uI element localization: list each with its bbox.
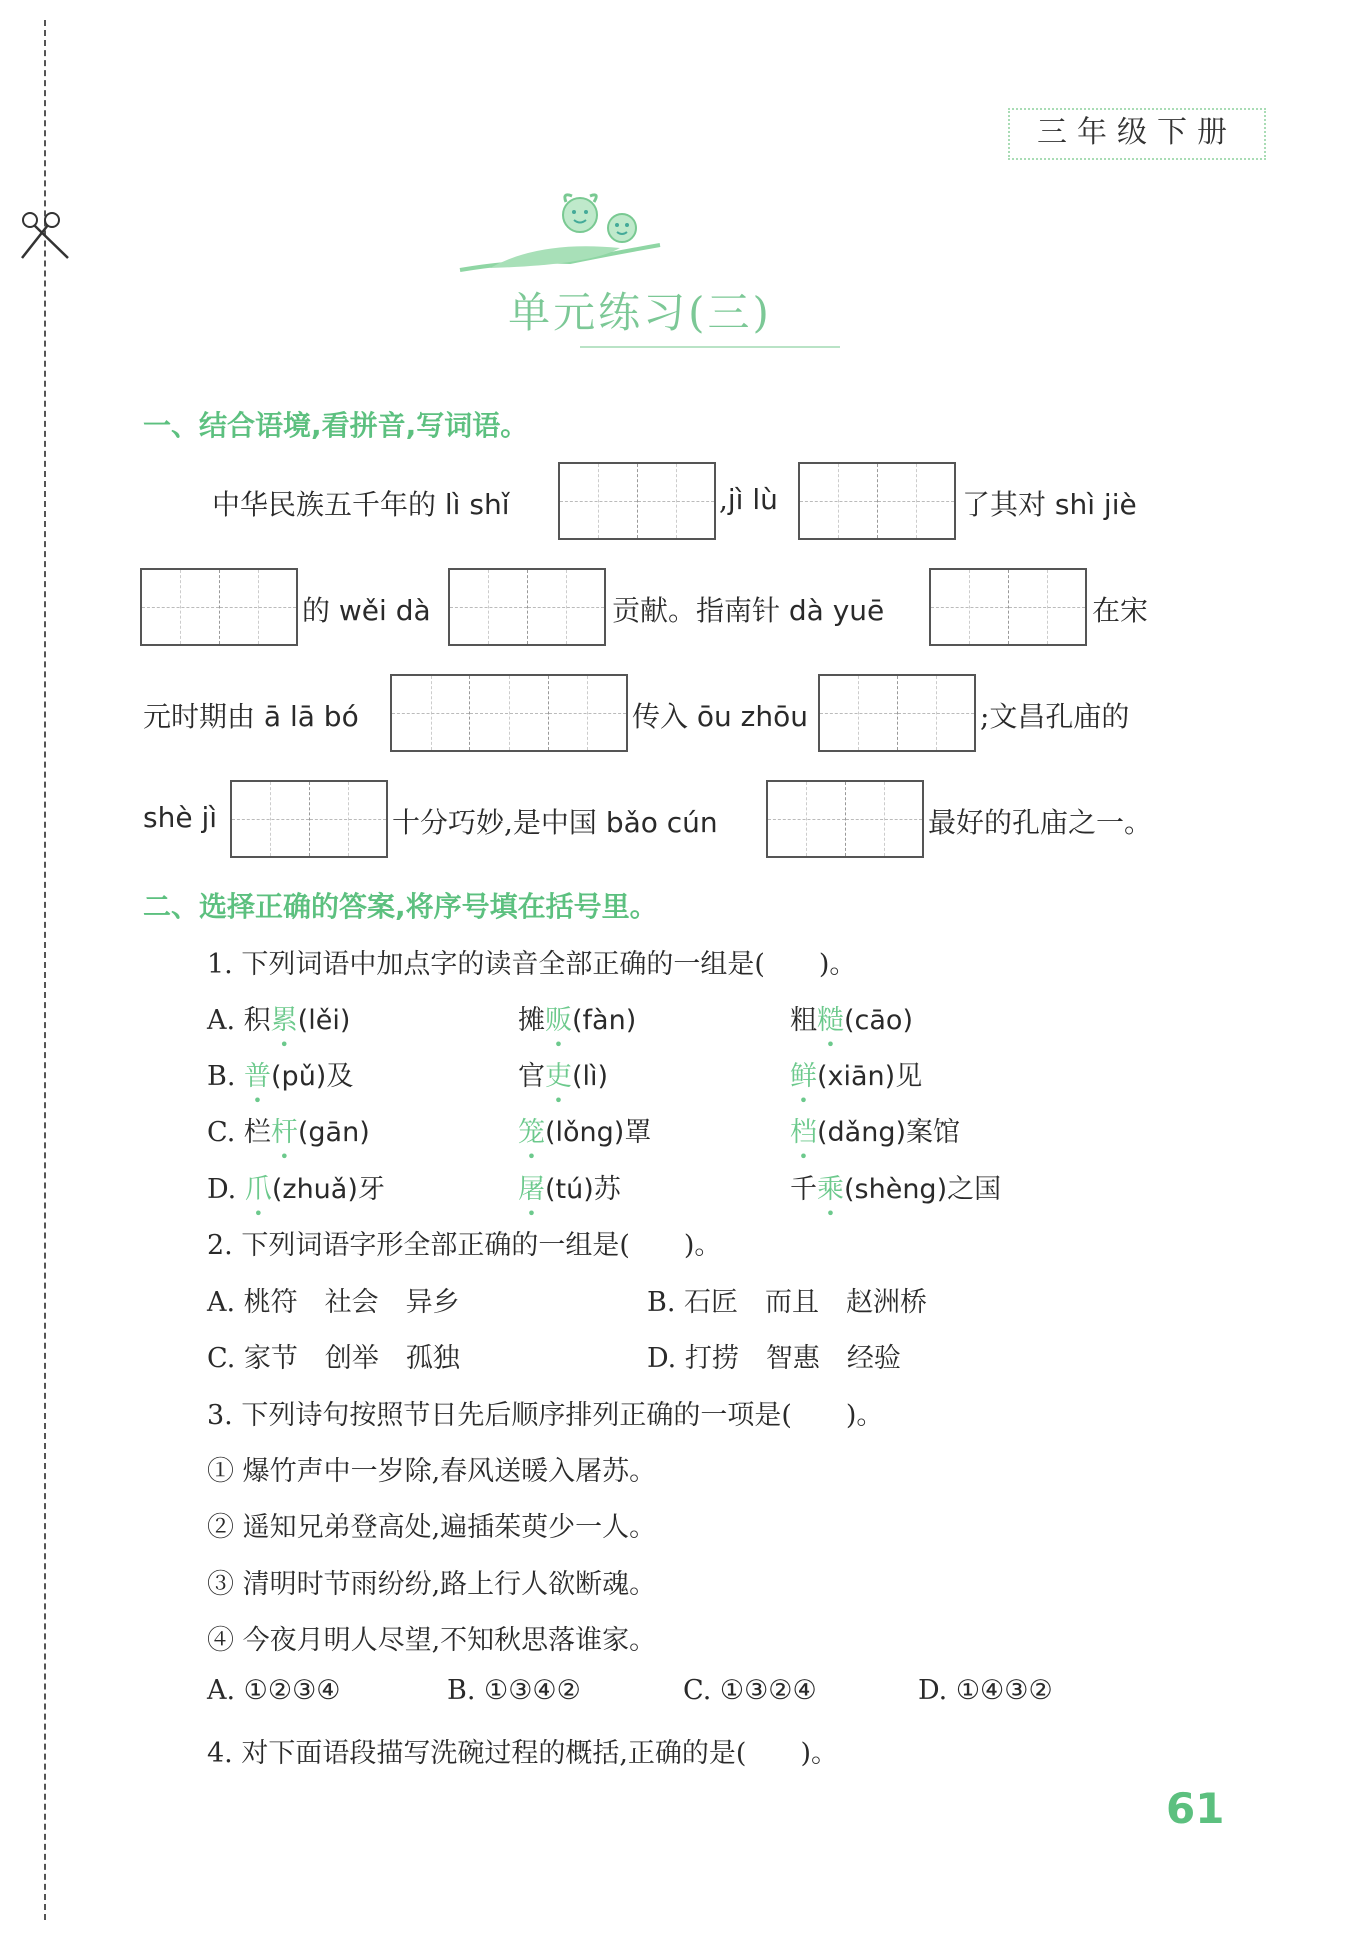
q1-option-a-1: A. 积累(lěi) (207, 1005, 351, 1036)
answer-box-alabo[interactable] (390, 674, 628, 752)
page-number: 61 (1166, 1784, 1225, 1833)
q3-poem-2: ② 遥知兄弟登高处,遍插茱萸少一人。 (207, 1512, 657, 1543)
s1-line3-text1: 元时期由 ā lā bó (143, 700, 359, 733)
answer-box-ouzhou[interactable] (818, 674, 976, 752)
q1-option-b-2: 官吏(lì) (518, 1061, 609, 1092)
q1-option-c-2: 笼(lǒng)罩 (518, 1117, 652, 1148)
q2-option-b: B. 石匠 而且 赵洲桥 (647, 1287, 928, 1318)
cut-line (44, 20, 46, 1920)
grade-label: 三年级下册 (1008, 108, 1266, 160)
s1-line4-text1: 十分巧妙,是中国 bǎo cún (392, 806, 718, 839)
s1-line2-text1: 的 wěi dà (302, 594, 431, 627)
q2-option-d: D. 打捞 智惠 经验 (647, 1343, 901, 1374)
q3-option-b: B. ①③④② (447, 1675, 581, 1706)
s1-line2-text3: 在宋 (1092, 594, 1149, 627)
answer-box-weida[interactable] (448, 568, 606, 646)
s1-line1-text2: ,jì lù (719, 483, 778, 516)
q3-poem-4: ④ 今夜月明人尽望,不知秋思落谁家。 (207, 1625, 657, 1656)
s1-line4-pinyin1: shè jì (143, 801, 218, 834)
title-underline (580, 346, 840, 348)
q1-option-d-1: D. 爪(zhuǎ)牙 (207, 1174, 385, 1205)
q2-option-a: A. 桃符 社会 异乡 (207, 1287, 460, 1318)
q1-option-d-2: 屠(tú)苏 (518, 1174, 621, 1205)
q1-option-c-3: 档(dǎng)案馆 (790, 1117, 961, 1148)
s1-line3-text2: 传入 ōu zhōu (632, 700, 809, 733)
q2-option-c: C. 家节 创举 孤独 (207, 1343, 460, 1374)
answer-box-baocun[interactable] (766, 780, 924, 858)
q1-option-a-2: 摊贩(fàn) (518, 1005, 637, 1036)
q1-option-a-3: 粗糙(cāo) (790, 1005, 913, 1036)
q1-option-b-3: 鲜(xiān)见 (790, 1061, 923, 1092)
scissors-icon (18, 210, 74, 266)
answer-box-dayue[interactable] (929, 568, 1087, 646)
s1-line1-text3: 了其对 shì jiè (962, 488, 1137, 521)
q3-option-d: D. ①④③② (918, 1675, 1053, 1706)
section1-heading: 一、结合语境,看拼音,写词语。 (143, 409, 529, 442)
q3-option-c: C. ①③②④ (683, 1675, 817, 1706)
page-title: 单元练习(三) (508, 288, 772, 337)
q1-option-b-1: B. 普(pǔ)及 (207, 1061, 354, 1092)
answer-box-sheji[interactable] (230, 780, 388, 858)
q3-stem: 3. 下列诗句按照节日先后顺序排列正确的一项是( )。 (207, 1400, 884, 1431)
s1-line1-text1: 中华民族五千年的 lì shǐ (212, 488, 510, 521)
answer-box-jilu[interactable] (798, 462, 956, 540)
q1-stem: 1. 下列词语中加点字的读音全部正确的一组是( )。 (207, 949, 857, 980)
answer-box-shijie[interactable] (140, 568, 298, 646)
s1-line4-text2: 最好的孔庙之一。 (928, 806, 1153, 839)
q4-stem: 4. 对下面语段描写洗碗过程的概括,正确的是( )。 (207, 1738, 838, 1769)
q3-poem-3: ③ 清明时节雨纷纷,路上行人欲断魂。 (207, 1569, 657, 1600)
q3-option-a: A. ①②③④ (207, 1675, 341, 1706)
q3-poem-1: ① 爆竹声中一岁除,春风送暖入屠苏。 (207, 1456, 657, 1487)
q2-stem: 2. 下列词语字形全部正确的一组是( )。 (207, 1230, 722, 1261)
s1-line3-text3: ;文昌孔庙的 (980, 700, 1130, 733)
section2-heading: 二、选择正确的答案,将序号填在括号里。 (143, 890, 658, 923)
s1-line2-text2: 贡献。指南针 dà yuē (612, 594, 885, 627)
kids-logo-icon (450, 190, 690, 290)
answer-box-lishi[interactable] (558, 462, 716, 540)
q1-option-c-1: C. 栏杆(gān) (207, 1117, 370, 1148)
q1-option-d-3: 千乘(shèng)之国 (790, 1174, 1002, 1205)
